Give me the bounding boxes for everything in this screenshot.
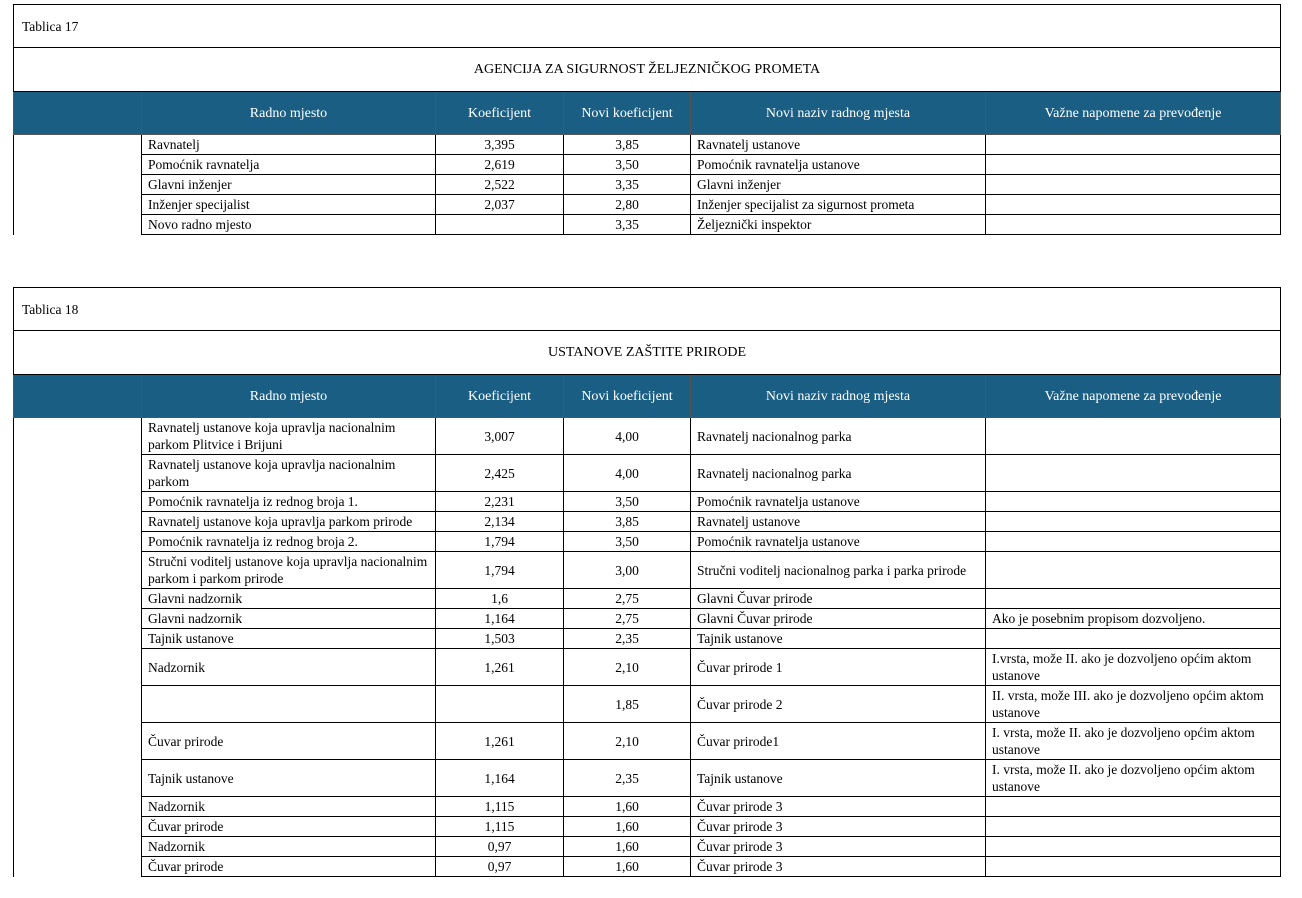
row-blank-cell xyxy=(14,215,142,235)
cell-translation-notes: I. vrsta, može II. ako je dozvoljeno općim aktom ustanove xyxy=(986,723,1281,760)
table-row xyxy=(14,455,1281,492)
cell-position: Nadzornik xyxy=(142,837,436,857)
cell-coefficient: 2,619 xyxy=(436,155,564,175)
column-header-translation-notes: Važne napomene za prevođenje xyxy=(986,92,1281,135)
cell-translation-notes: II. vrsta, može III. ako je dozvoljeno općim aktom ustanove xyxy=(986,686,1281,723)
cell-coefficient: 1,794 xyxy=(436,552,564,589)
cell-coefficient: 1,115 xyxy=(436,797,564,817)
cell-coefficient: 1,503 xyxy=(436,629,564,649)
header-blank xyxy=(14,92,142,135)
cell-translation-notes: Ako je posebnim propisom dozvoljeno. xyxy=(986,609,1281,629)
header-blank xyxy=(14,375,142,418)
cell-new-position-name: Čuvar prirode 1 xyxy=(691,649,986,686)
table-row xyxy=(14,532,1281,552)
cell-position: Stručni voditelj ustanove koja upravlja nacionalnim parkom i parkom prirode xyxy=(142,552,436,589)
cell-coefficient: 0,97 xyxy=(436,857,564,877)
cell-position: Nadzornik xyxy=(142,797,436,817)
cell-position: Novo radno mjesto xyxy=(142,215,436,235)
row-blank-cell xyxy=(14,155,142,175)
table-title: AGENCIJA ZA SIGURNOST ŽELJEZNIČKOG PROMETA xyxy=(14,48,1281,92)
table-18 xyxy=(13,287,1281,877)
table-row xyxy=(14,552,1281,589)
row-blank-cell xyxy=(14,589,142,609)
table-caption: Tablica 17 xyxy=(14,5,1281,48)
column-header-new-position-name: Novi naziv radnog mjesta xyxy=(691,92,986,135)
table-row xyxy=(14,155,1281,175)
cell-position: Čuvar prirode xyxy=(142,817,436,837)
cell-translation-notes xyxy=(986,532,1281,552)
cell-translation-notes xyxy=(986,215,1281,235)
table-row xyxy=(14,418,1281,455)
cell-new-position-name: Čuvar prirode 3 xyxy=(691,797,986,817)
cell-new-position-name: Glavni inženjer xyxy=(691,175,986,195)
cell-new-position-name: Tajnik ustanove xyxy=(691,629,986,649)
cell-new-position-name: Glavni Čuvar prirode xyxy=(691,609,986,629)
cell-coefficient: 1,794 xyxy=(436,532,564,552)
column-header-coefficient: Koeficijent xyxy=(436,375,564,418)
cell-new-coefficient: 3,85 xyxy=(564,135,691,155)
column-header-coefficient: Koeficijent xyxy=(436,92,564,135)
cell-position: Ravnatelj xyxy=(142,135,436,155)
row-blank-cell xyxy=(14,760,142,797)
cell-coefficient: 1,261 xyxy=(436,649,564,686)
cell-new-position-name: Ravnatelj nacionalnog parka xyxy=(691,418,986,455)
cell-new-coefficient: 2,35 xyxy=(564,760,691,797)
cell-new-coefficient: 1,60 xyxy=(564,817,691,837)
cell-new-position-name: Pomoćnik ravnatelja ustanove xyxy=(691,492,986,512)
table-title: USTANOVE ZAŠTITE PRIRODE xyxy=(14,331,1281,375)
cell-coefficient: 2,037 xyxy=(436,195,564,215)
table-row xyxy=(14,649,1281,686)
cell-new-coefficient: 3,50 xyxy=(564,155,691,175)
row-blank-cell xyxy=(14,857,142,877)
cell-coefficient: 1,164 xyxy=(436,609,564,629)
cell-translation-notes xyxy=(986,629,1281,649)
table-row xyxy=(14,760,1281,797)
cell-new-coefficient: 2,80 xyxy=(564,195,691,215)
cell-new-position-name: Ravnatelj ustanove xyxy=(691,512,986,532)
cell-new-coefficient: 1,85 xyxy=(564,686,691,723)
table-row xyxy=(14,215,1281,235)
cell-new-position-name: Ravnatelj nacionalnog parka xyxy=(691,455,986,492)
row-blank-cell xyxy=(14,686,142,723)
cell-new-coefficient: 3,00 xyxy=(564,552,691,589)
table-row xyxy=(14,512,1281,532)
cell-translation-notes xyxy=(986,492,1281,512)
cell-new-coefficient: 1,60 xyxy=(564,857,691,877)
cell-translation-notes xyxy=(986,418,1281,455)
column-header-position: Radno mjesto xyxy=(142,92,436,135)
header-row xyxy=(14,375,1281,418)
cell-translation-notes xyxy=(986,857,1281,877)
cell-position: Pomoćnik ravnatelja iz rednog broja 2. xyxy=(142,532,436,552)
cell-new-position-name: Čuvar prirode1 xyxy=(691,723,986,760)
cell-coefficient: 1,261 xyxy=(436,723,564,760)
column-header-new-coefficient: Novi koeficijent xyxy=(564,375,691,418)
row-blank-cell xyxy=(14,175,142,195)
cell-translation-notes: I.vrsta, može II. ako je dozvoljeno općim aktom ustanove xyxy=(986,649,1281,686)
row-blank-cell xyxy=(14,649,142,686)
row-blank-cell xyxy=(14,837,142,857)
table-row xyxy=(14,629,1281,649)
cell-new-position-name: Pomoćnik ravnatelja ustanove xyxy=(691,532,986,552)
cell-translation-notes xyxy=(986,552,1281,589)
table-17 xyxy=(13,4,1281,235)
cell-new-position-name: Inženjer specijalist za sigurnost prometa xyxy=(691,195,986,215)
cell-translation-notes xyxy=(986,817,1281,837)
table-row xyxy=(14,175,1281,195)
row-blank-cell xyxy=(14,723,142,760)
cell-translation-notes xyxy=(986,195,1281,215)
cell-position xyxy=(142,686,436,723)
column-header-new-coefficient: Novi koeficijent xyxy=(564,92,691,135)
table-row xyxy=(14,797,1281,817)
cell-coefficient: 2,231 xyxy=(436,492,564,512)
row-blank-cell xyxy=(14,609,142,629)
cell-new-position-name: Čuvar prirode 3 xyxy=(691,837,986,857)
row-blank-cell xyxy=(14,532,142,552)
cell-new-coefficient: 1,60 xyxy=(564,837,691,857)
row-blank-cell xyxy=(14,797,142,817)
cell-coefficient: 0,97 xyxy=(436,837,564,857)
cell-coefficient: 2,425 xyxy=(436,455,564,492)
cell-position: Pomoćnik ravnatelja iz rednog broja 1. xyxy=(142,492,436,512)
cell-new-position-name: Ravnatelj ustanove xyxy=(691,135,986,155)
cell-new-coefficient: 2,10 xyxy=(564,649,691,686)
cell-translation-notes xyxy=(986,175,1281,195)
row-blank-cell xyxy=(14,629,142,649)
cell-new-position-name: Čuvar prirode 3 xyxy=(691,817,986,837)
cell-coefficient: 1,6 xyxy=(436,589,564,609)
cell-position: Čuvar prirode xyxy=(142,857,436,877)
table-row xyxy=(14,135,1281,155)
cell-position: Tajnik ustanove xyxy=(142,629,436,649)
cell-coefficient: 3,395 xyxy=(436,135,564,155)
cell-position: Glavni nadzornik xyxy=(142,609,436,629)
table-row xyxy=(14,723,1281,760)
column-header-position: Radno mjesto xyxy=(142,375,436,418)
cell-new-position-name: Stručni voditelj nacionalnog parka i parka prirode xyxy=(691,552,986,589)
header-row xyxy=(14,92,1281,135)
cell-new-position-name: Pomoćnik ravnatelja ustanove xyxy=(691,155,986,175)
cell-position: Pomoćnik ravnatelja xyxy=(142,155,436,175)
cell-coefficient: 1,115 xyxy=(436,817,564,837)
cell-new-coefficient: 2,75 xyxy=(564,589,691,609)
cell-translation-notes xyxy=(986,797,1281,817)
cell-new-position-name: Čuvar prirode 2 xyxy=(691,686,986,723)
cell-new-coefficient: 3,85 xyxy=(564,512,691,532)
column-header-translation-notes: Važne napomene za prevođenje xyxy=(986,375,1281,418)
row-blank-cell xyxy=(14,552,142,589)
cell-translation-notes xyxy=(986,135,1281,155)
cell-coefficient xyxy=(436,215,564,235)
cell-new-coefficient: 1,60 xyxy=(564,797,691,817)
table-row xyxy=(14,492,1281,512)
table-row xyxy=(14,195,1281,215)
cell-position: Ravnatelj ustanove koja upravlja parkom prirode xyxy=(142,512,436,532)
table-row xyxy=(14,589,1281,609)
cell-coefficient: 2,134 xyxy=(436,512,564,532)
table-row xyxy=(14,837,1281,857)
cell-translation-notes xyxy=(986,155,1281,175)
cell-position: Glavni inženjer xyxy=(142,175,436,195)
table-row xyxy=(14,817,1281,837)
table-row xyxy=(14,857,1281,877)
cell-position: Tajnik ustanove xyxy=(142,760,436,797)
cell-new-coefficient: 3,50 xyxy=(564,492,691,512)
cell-coefficient: 3,007 xyxy=(436,418,564,455)
cell-new-coefficient: 2,10 xyxy=(564,723,691,760)
cell-coefficient xyxy=(436,686,564,723)
row-blank-cell xyxy=(14,135,142,155)
cell-new-coefficient: 3,50 xyxy=(564,532,691,552)
cell-position: Inženjer specijalist xyxy=(142,195,436,215)
table-row xyxy=(14,609,1281,629)
cell-translation-notes xyxy=(986,455,1281,492)
column-header-new-position-name: Novi naziv radnog mjesta xyxy=(691,375,986,418)
row-blank-cell xyxy=(14,418,142,455)
cell-translation-notes xyxy=(986,837,1281,857)
row-blank-cell xyxy=(14,455,142,492)
table-caption: Tablica 18 xyxy=(14,288,1281,331)
cell-new-coefficient: 3,35 xyxy=(564,175,691,195)
cell-new-position-name: Tajnik ustanove xyxy=(691,760,986,797)
cell-position: Glavni nadzornik xyxy=(142,589,436,609)
row-blank-cell xyxy=(14,512,142,532)
cell-position: Čuvar prirode xyxy=(142,723,436,760)
cell-new-coefficient: 3,35 xyxy=(564,215,691,235)
cell-new-coefficient: 4,00 xyxy=(564,455,691,492)
cell-new-position-name: Čuvar prirode 3 xyxy=(691,857,986,877)
row-blank-cell xyxy=(14,195,142,215)
cell-position: Nadzornik xyxy=(142,649,436,686)
cell-translation-notes: I. vrsta, može II. ako je dozvoljeno općim aktom ustanove xyxy=(986,760,1281,797)
cell-translation-notes xyxy=(986,512,1281,532)
cell-coefficient: 1,164 xyxy=(436,760,564,797)
cell-new-coefficient: 2,75 xyxy=(564,609,691,629)
cell-position: Ravnatelj ustanove koja upravlja nacionalnim parkom Plitvice i Brijuni xyxy=(142,418,436,455)
table-row xyxy=(14,686,1281,723)
cell-coefficient: 2,522 xyxy=(436,175,564,195)
cell-new-coefficient: 2,35 xyxy=(564,629,691,649)
row-blank-cell xyxy=(14,817,142,837)
cell-new-position-name: Željeznički inspektor xyxy=(691,215,986,235)
cell-new-coefficient: 4,00 xyxy=(564,418,691,455)
cell-position: Ravnatelj ustanove koja upravlja nacionalnim parkom xyxy=(142,455,436,492)
cell-new-position-name: Glavni Čuvar prirode xyxy=(691,589,986,609)
row-blank-cell xyxy=(14,492,142,512)
cell-translation-notes xyxy=(986,589,1281,609)
